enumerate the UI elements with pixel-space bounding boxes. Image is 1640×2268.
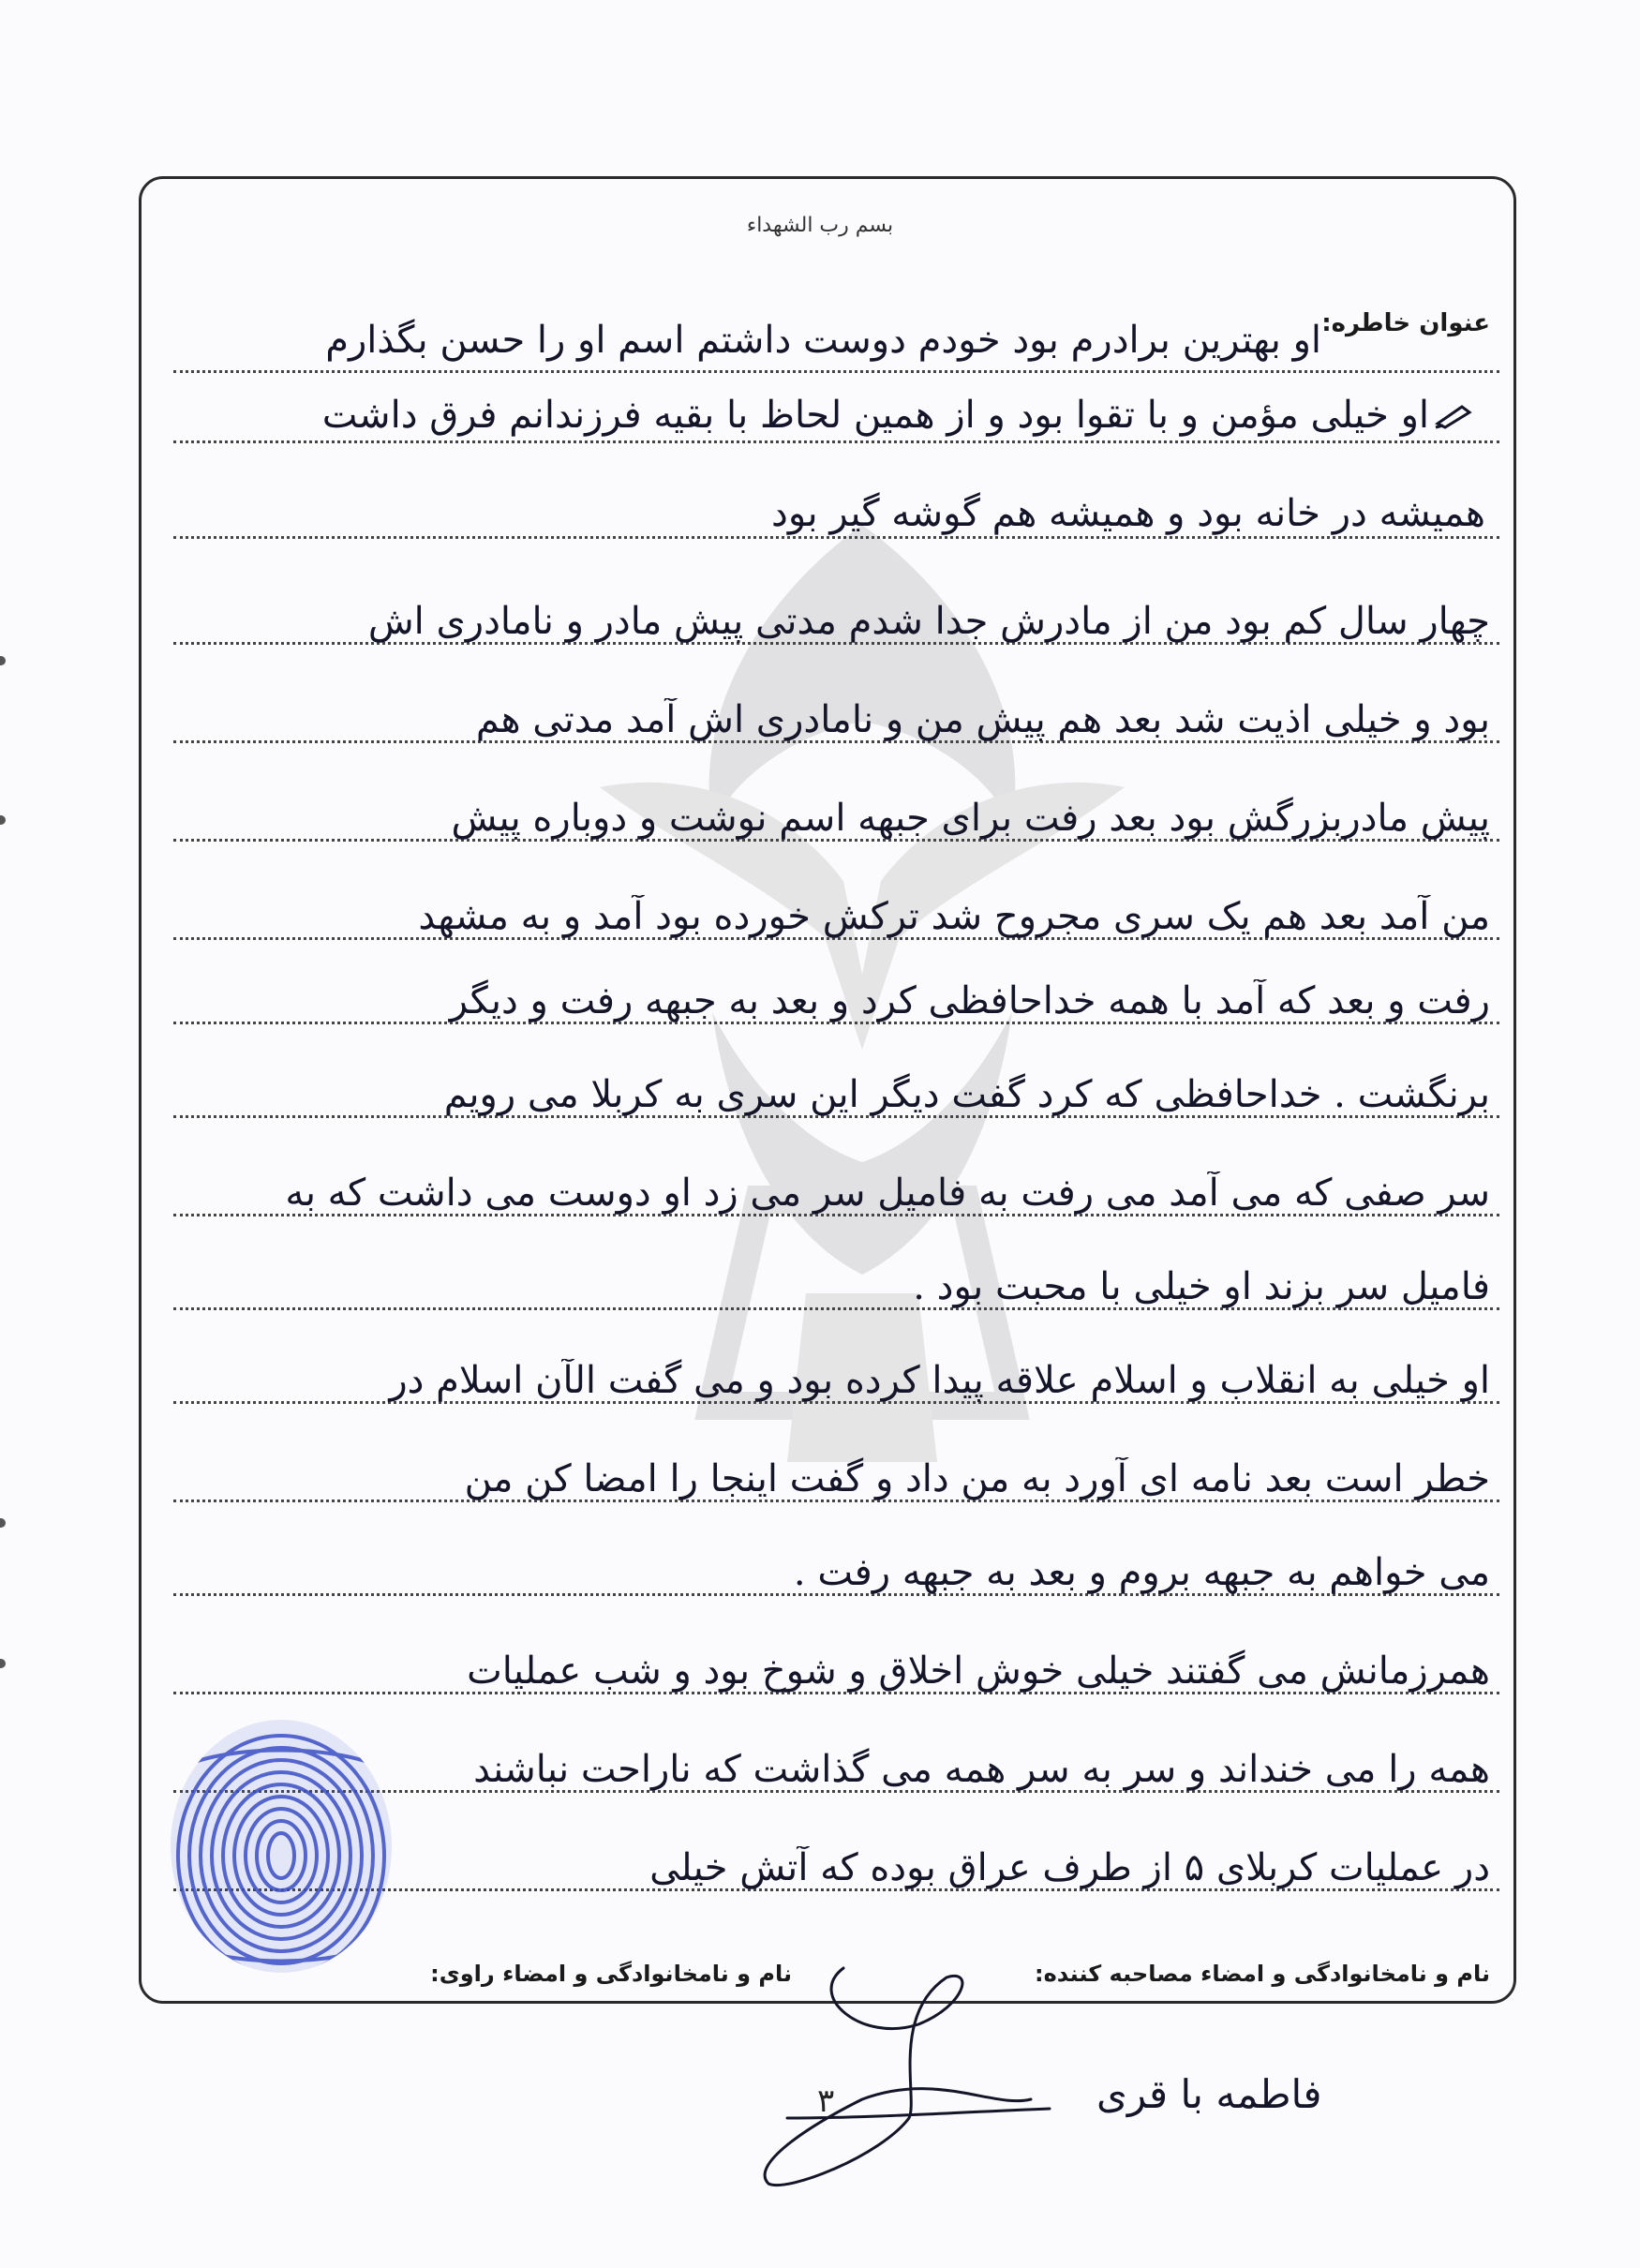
handwritten-line: او خیلی به انقلاب و اسلام علاقه پیدا کرده بود و می گفت الآن اسلام در xyxy=(389,1359,1490,1402)
signature-image xyxy=(750,1959,1059,2212)
handwritten-line: او بهترین برادرم بود خودم دوست داشتم اسم او را حسن بگذارم xyxy=(325,319,1321,362)
handwritten-line: سر صفی که می آمد می رفت به فامیل سر می زد او دوست می داشت که به xyxy=(285,1171,1490,1215)
handwritten-line: بود و خیلی اذیت شد بعد هم پیش من و نامادری اش آمد مدتی هم xyxy=(475,698,1490,741)
handwritten-line: همه را می خنداند و سر به سر همه می گذاشت که ناراحت نباشند xyxy=(473,1748,1490,1791)
page-number: ۳ xyxy=(817,2082,835,2120)
memory-title-label: عنوان خاطره: xyxy=(1321,309,1490,337)
handwritten-line: من آمد بعد هم یک سری مجروح شد ترکش خورده بود آمد و به مشهد xyxy=(418,895,1490,938)
ruled-line xyxy=(173,370,1499,373)
handwritten-line: رفت و بعد که آمد با همه خداحافظی کرد و بعد به جبهه رفت و دیگر xyxy=(449,979,1490,1022)
punch-hole-mark xyxy=(0,1659,6,1668)
narrator-name-handwritten: فاطمه با قری xyxy=(1096,2071,1322,2117)
punch-hole-mark xyxy=(0,815,6,825)
punch-hole-mark xyxy=(0,1518,6,1528)
handwritten-line: می خواهم به جبهه بروم و بعد به جبهه رفت . xyxy=(793,1551,1490,1594)
ruled-line xyxy=(173,440,1499,443)
handwritten-line: همرزمانش می گفتند خیلی خوش اخلاق و شوخ بود و شب عملیات xyxy=(467,1649,1490,1693)
handwritten-line: همیشه در خانه بود و همیشه هم گوشه گیر بود xyxy=(771,492,1485,535)
handwritten-line: خطر است بعد نامه ای آورد به من داد و گفت اینجا را امضا کن من xyxy=(464,1457,1490,1500)
ruled-line xyxy=(173,536,1499,539)
handwritten-line: پیش مادربزرگش بود بعد رفت برای جبهه اسم نوشت و دوباره پیش xyxy=(451,797,1490,840)
interviewer-signature-label: نام و نامخانوادگی و امضاء مصاحبه کننده: xyxy=(1035,1961,1490,1987)
handwritten-line: چهار سال کم بود من از مادرش جدا شدم مدتی پیش مادر و نامادری اش xyxy=(367,600,1490,643)
narrator-signature-label: نام و نامخانوادگی و امضاء راوی: xyxy=(430,1961,792,1987)
handwritten-line: فامیل سر بزند او خیلی با محبت بود . xyxy=(913,1265,1490,1308)
fingerprint-image xyxy=(164,1715,398,1977)
handwritten-line: در عملیات کربلای ۵ از طرف عراق بوده که آتش خیلی xyxy=(649,1846,1490,1889)
pen-mark-icon xyxy=(1434,401,1475,429)
punch-hole-mark xyxy=(0,656,6,665)
handwritten-line: او خیلی مؤمن و با تقوا بود و از همین لحاظ با بقیه فرزندانم فرق داشت xyxy=(321,394,1429,437)
page-header-title: بسم رب الشهداء xyxy=(746,214,894,237)
handwritten-line: برنگشت . خداحافظی که کرد گفت دیگر این سری به کربلا می رویم xyxy=(443,1073,1490,1116)
